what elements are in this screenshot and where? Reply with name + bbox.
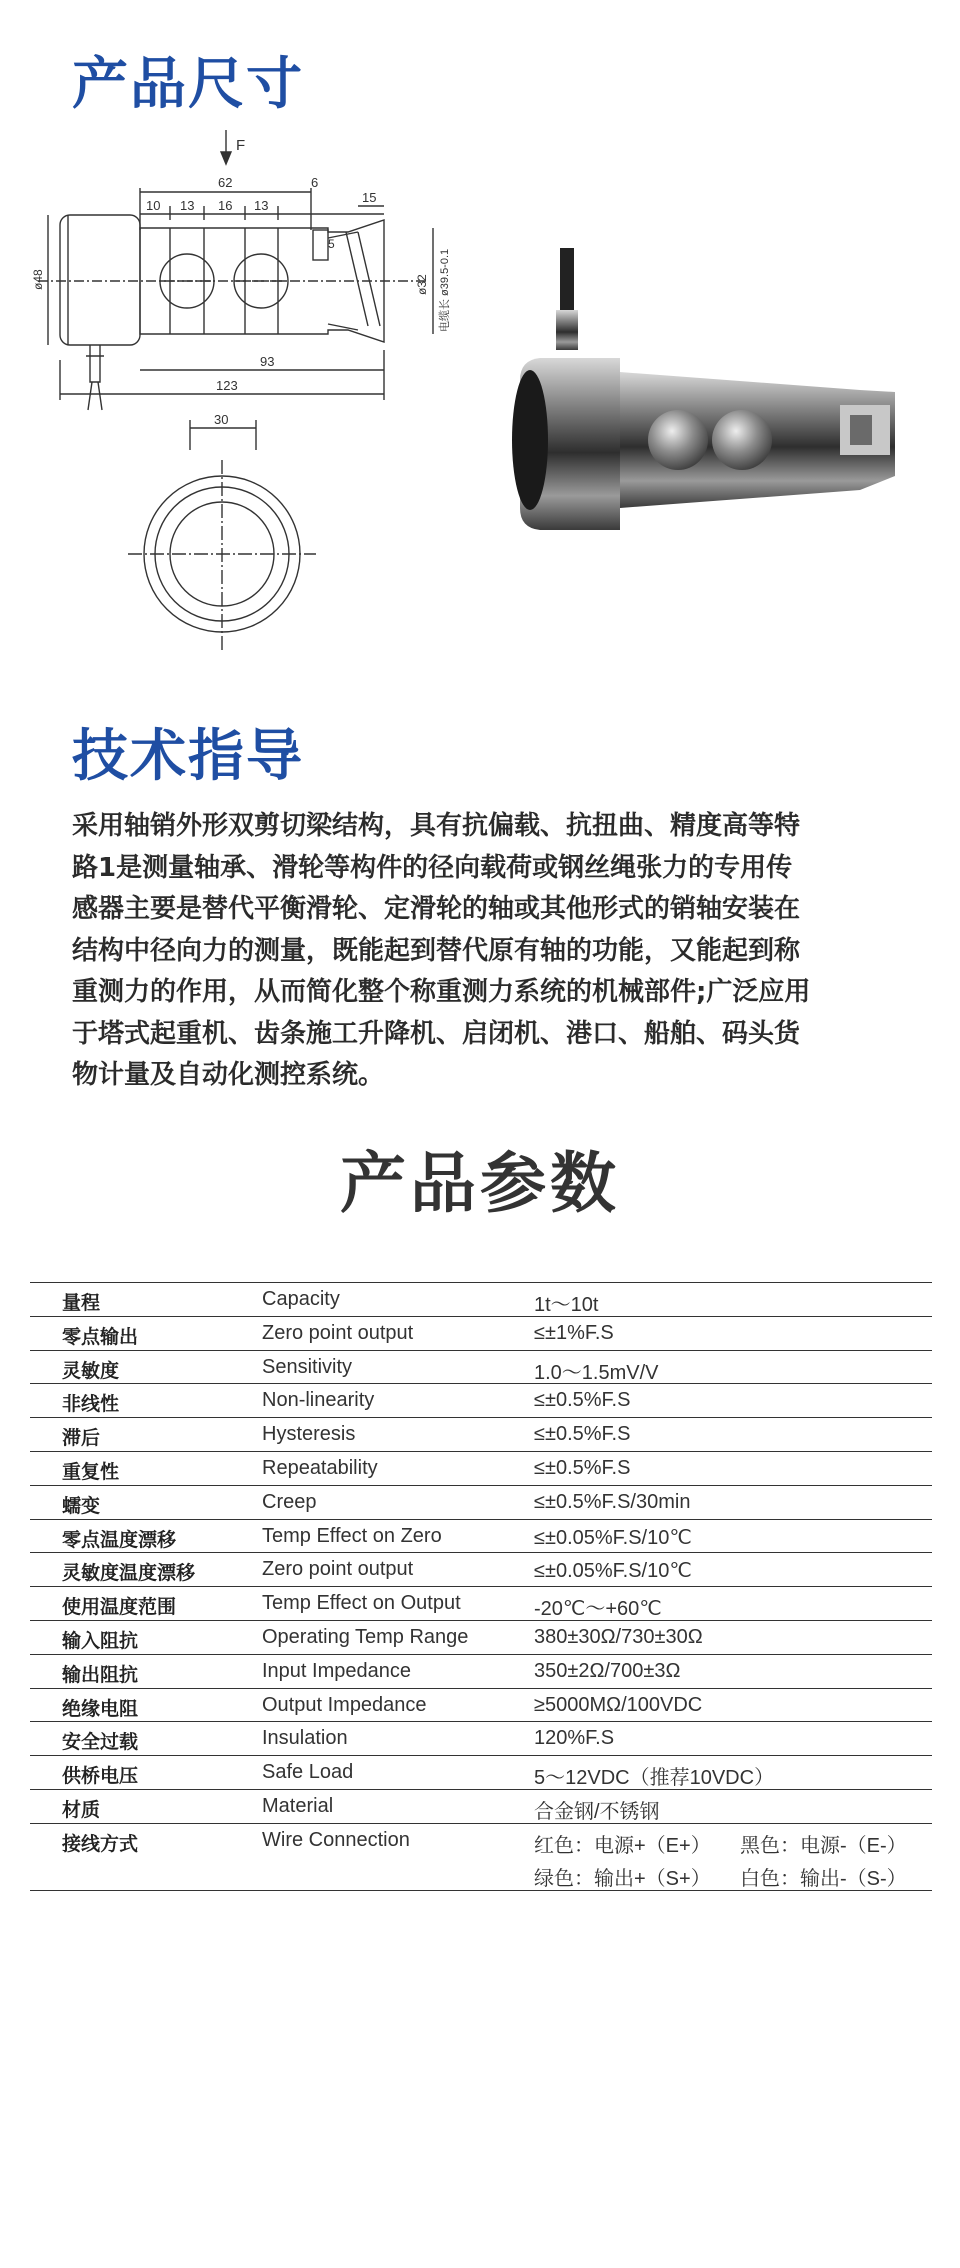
table-row [30, 1283, 932, 1317]
svg-text:93: 93 [260, 354, 275, 369]
dimension-drawing [28, 120, 468, 680]
spec-name-en: Hysteresis [262, 1423, 356, 1446]
table-row [30, 1520, 932, 1554]
description-line: 结构中径向力的测量，既能起到替代原有轴的功能，又能起到称 [72, 935, 801, 966]
spec-value: 350±2Ω/700±3Ω [534, 1659, 681, 1682]
spec-name-en: Safe Load [262, 1761, 354, 1784]
spec-name-cn: 零点温度漂移 [62, 1528, 177, 1551]
table-row [30, 1351, 932, 1385]
description-line: 采用轴销外形双剪切梁结构，具有抗偏载、抗扭曲、精度高等特 [72, 811, 801, 841]
spec-name-en: Non-linearity [262, 1389, 375, 1412]
table-row [30, 1587, 932, 1621]
spec-name-en: Insulation [262, 1727, 348, 1750]
wire-black: 黑色：电源-（E-） [740, 1834, 907, 1857]
wire-red: 红色：电源+（E+） [534, 1834, 711, 1857]
spec-name-cn: 材质 [62, 1798, 101, 1821]
description-line: 路1是测量轴承、滑轮等构件的径向载荷或钢丝绳张力的专用传 [72, 852, 793, 883]
spec-name-cn: 蠕变 [62, 1494, 101, 1517]
svg-text:123: 123 [216, 378, 238, 393]
description-line: 于塔式起重机、齿条施工升降机、启闭机、港口、船舶、码头货 [72, 1018, 801, 1049]
spec-name-en: Zero point output [262, 1321, 414, 1344]
spec-name-en: Input Impedance [262, 1659, 411, 1682]
table-row [30, 1790, 932, 1824]
spec-value: 1t～10t [534, 1294, 599, 1316]
table-row [30, 1317, 932, 1351]
spec-name-cn: 输入阻抗 [62, 1629, 139, 1652]
spec-name-en: Temp Effect on Output [262, 1592, 461, 1615]
description-line: 感器主要是替代平衡滑轮、定滑轮的轴或其他形式的销轴安装在 [72, 894, 801, 924]
table-row [30, 1756, 932, 1790]
tech-heading: 技术指导 [72, 724, 304, 789]
spec-name-cn: 接线方式 [62, 1832, 139, 1855]
spec-value: 120%F.S [534, 1727, 615, 1750]
spec-name-en: Creep [262, 1490, 317, 1513]
spec-name-cn: 绝缘电阻 [62, 1697, 139, 1720]
spec-value: 380±30Ω/730±30Ω [534, 1625, 703, 1648]
description-paragraph [72, 806, 892, 1097]
wire-white: 白色：输出-（S-） [740, 1867, 907, 1890]
svg-text:ø32: ø32 [415, 274, 429, 295]
spec-value: ≤±0.5%F.S/30min [534, 1490, 691, 1513]
spec-name-cn: 灵敏度温度漂移 [62, 1562, 196, 1585]
spec-name-en: Capacity [262, 1288, 340, 1310]
spec-name-en: Material [262, 1794, 334, 1817]
spec-name-cn: 零点输出 [62, 1325, 139, 1348]
spec-value: ≤±0.5%F.S [534, 1389, 631, 1412]
spec-name-en: Output Impedance [262, 1693, 427, 1716]
spec-name-cn: 输出阻抗 [62, 1663, 139, 1686]
svg-text:10: 10 [146, 198, 161, 213]
spec-value: -20℃～+60℃ [534, 1598, 662, 1621]
spec-name-cn: 使用温度范围 [62, 1596, 177, 1619]
spec-name-en: Operating Temp Range [262, 1625, 469, 1648]
wire-green: 绿色：输出+（S+） [534, 1867, 711, 1890]
spec-name-cn: 滞后 [62, 1427, 101, 1450]
spec-value: ≤±0.05%F.S/10℃ [534, 1526, 692, 1549]
params-heading: 产品参数 [340, 1145, 620, 1222]
table-row-wiring [30, 1824, 932, 1891]
spec-name-en: Sensitivity [262, 1355, 353, 1378]
spec-value: ≤±0.5%F.S [534, 1456, 631, 1479]
table-row [30, 1655, 932, 1689]
spec-value: ≤±0.05%F.S/10℃ [534, 1560, 692, 1583]
svg-text:5: 5 [328, 237, 335, 251]
spec-name-cn: 供桥电压 [62, 1765, 139, 1788]
svg-text:ø48: ø48 [31, 269, 45, 290]
description-line: 重测力的作用，从而简化整个称重测力系统的机械部件;广泛应用 [72, 977, 811, 1007]
spec-value: 5～12VDC（推荐10VDC） [534, 1767, 775, 1790]
spec-value: 合金钢/不锈钢 [534, 1800, 660, 1823]
description-line: 物计量及自动化测控系统。 [72, 1060, 385, 1090]
spec-value: ≥5000MΩ/100VDC [534, 1693, 703, 1716]
table-row [30, 1452, 932, 1486]
svg-text:30: 30 [214, 412, 229, 427]
spec-name-en: Zero point output [262, 1558, 414, 1581]
table-row [30, 1621, 932, 1655]
spec-value: ≤±0.5%F.S [534, 1423, 631, 1446]
spec-table [30, 1282, 932, 1891]
svg-text:15: 15 [362, 190, 377, 205]
spec-name-en: Wire Connection [262, 1828, 410, 1851]
spec-name-cn: 灵敏度 [62, 1359, 120, 1382]
svg-text:电缆长 ø39.5-0.1: 电缆长 ø39.5-0.1 [439, 248, 451, 332]
spec-value: ≤±1%F.S [534, 1321, 614, 1344]
svg-text:62: 62 [218, 175, 233, 190]
table-row [30, 1553, 932, 1587]
svg-text:16: 16 [218, 198, 233, 213]
svg-text:13: 13 [180, 198, 195, 213]
spec-name-cn: 量程 [62, 1292, 101, 1314]
spec-value: 1.0～1.5mV/V [534, 1361, 659, 1384]
spec-name-cn: 安全过载 [62, 1731, 139, 1754]
spec-name-en: Temp Effect on Zero [262, 1524, 442, 1547]
spec-name-cn: 重复性 [62, 1460, 120, 1483]
table-row [30, 1384, 932, 1418]
table-row [30, 1689, 932, 1723]
svg-text:6: 6 [311, 175, 319, 190]
spec-name-cn: 非线性 [62, 1393, 120, 1416]
product-photo [500, 240, 900, 540]
svg-text:13: 13 [254, 198, 269, 213]
force-label: F [236, 137, 246, 154]
spec-name-en: Repeatability [262, 1456, 378, 1479]
dimensions-heading: 产品尺寸 [72, 52, 304, 117]
table-row [30, 1418, 932, 1452]
table-row [30, 1722, 932, 1756]
table-row [30, 1486, 932, 1520]
